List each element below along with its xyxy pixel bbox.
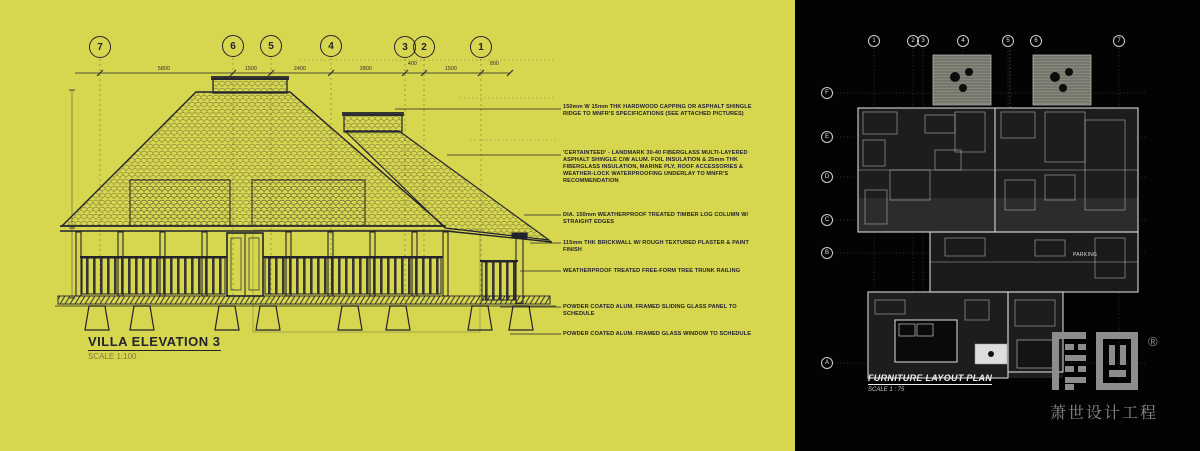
plan-grid-5: 5: [1002, 35, 1014, 47]
plan-grid-E: E: [821, 131, 833, 143]
plan-grid-C: C: [821, 214, 833, 226]
counter-sink: [975, 344, 1007, 364]
grid-bubble-2: 2: [413, 36, 435, 58]
dim-label: 2400: [294, 66, 306, 72]
plan-grid-D: D: [821, 171, 833, 183]
annotation-brickwall: 115mm THK BRICKWALL W/ ROUGH TEXTURED PLASTER & PAINT FINISH: [563, 240, 749, 253]
plan-grid-F: F: [821, 87, 833, 99]
grid-bubble-1: 1: [470, 36, 492, 58]
dim-label: 800: [490, 61, 499, 67]
logo-seal-icon: [1048, 330, 1143, 396]
plan-grid-B: B: [821, 247, 833, 259]
plan-grid-2: 2: [907, 35, 919, 47]
grid-bubble-7: 7: [89, 36, 111, 58]
annotation-log-column: DIA. 150mm WEATHERPROOF TREATED TIMBER LOG COLUMN W/ STRAIGHT EDGES: [563, 212, 749, 225]
annotation-roof-shingle: 'CERTAINTEED' - LANDMARK 30-40 FIBERGLASS MULTI-LAYERED ASPHALT SHINGLE C/W ALUM. FOIL INSULATION & 25mm THK FIBERGLASS INSULATION, MARINE PLY, ROOF ACCESSORIES & WEATHER-LOCK WATERPROOFING UNDERLAY TO MNFR'S RECOMMENDATION: [563, 150, 748, 184]
logo-caption: 萧世设计工程: [1050, 405, 1159, 422]
dim-label: 1500: [445, 66, 457, 72]
plan-grid-1: 1: [868, 35, 880, 47]
deck-terraces: [933, 50, 1091, 108]
room-label-parking: PARKING: [1073, 252, 1098, 258]
grid-bubble-6: 6: [222, 35, 244, 57]
plan-scale: SCALE 1 : 75: [868, 387, 905, 393]
railings: [80, 257, 518, 300]
entry-door: [227, 233, 263, 296]
datum-lines: [300, 60, 556, 140]
plan-grid-4: 4: [957, 35, 969, 47]
plan-title: FURNITURE LAYOUT PLAN: [868, 373, 993, 383]
company-logo: [1048, 330, 1198, 448]
elevation-title: VILLA ELEVATION 3: [88, 334, 221, 349]
plan-grid-A: A: [821, 357, 833, 369]
plan-grid-6: 6: [1030, 35, 1042, 47]
dim-label: 5800: [158, 66, 170, 72]
annotation-sliding-panel: POWDER COATED ALUM. FRAMED SLIDING GLASS PANEL TO SCHEDULE: [563, 304, 737, 317]
grid-bubble-3: 3: [394, 36, 416, 58]
dim-label: 1500: [245, 66, 257, 72]
dim-label: 2800: [360, 66, 372, 72]
floor-platform: [55, 296, 556, 306]
annotation-trunk-railing: WEATHERPROOF TREATED FREE-FORM TREE TRUNK RAILING: [563, 268, 741, 274]
elevation-scale: SCALE 1:100: [88, 352, 137, 361]
annotation-ridge-capping: 150mm W 15mm THK HARDWOOD CAPPING OR ASPHALT SHINGLE RIDGE TO MNFR'S SPECIFICATIONS (SEE ATTACHED PICTURES): [563, 104, 752, 117]
plan-grid-3: 3: [917, 35, 929, 47]
bed: [895, 320, 957, 362]
footings: [85, 306, 533, 330]
annotation-glass-window: POWDER COATED ALUM. FRAMED GLASS WINDOW TO SCHEDULE: [563, 331, 752, 337]
dim-label: 400: [408, 61, 417, 67]
grid-bubble-4: 4: [320, 35, 342, 57]
registered-trademark-icon: ®: [1148, 334, 1158, 349]
grid-bubble-5: 5: [260, 35, 282, 57]
plan-grid-7: 7: [1113, 35, 1125, 47]
